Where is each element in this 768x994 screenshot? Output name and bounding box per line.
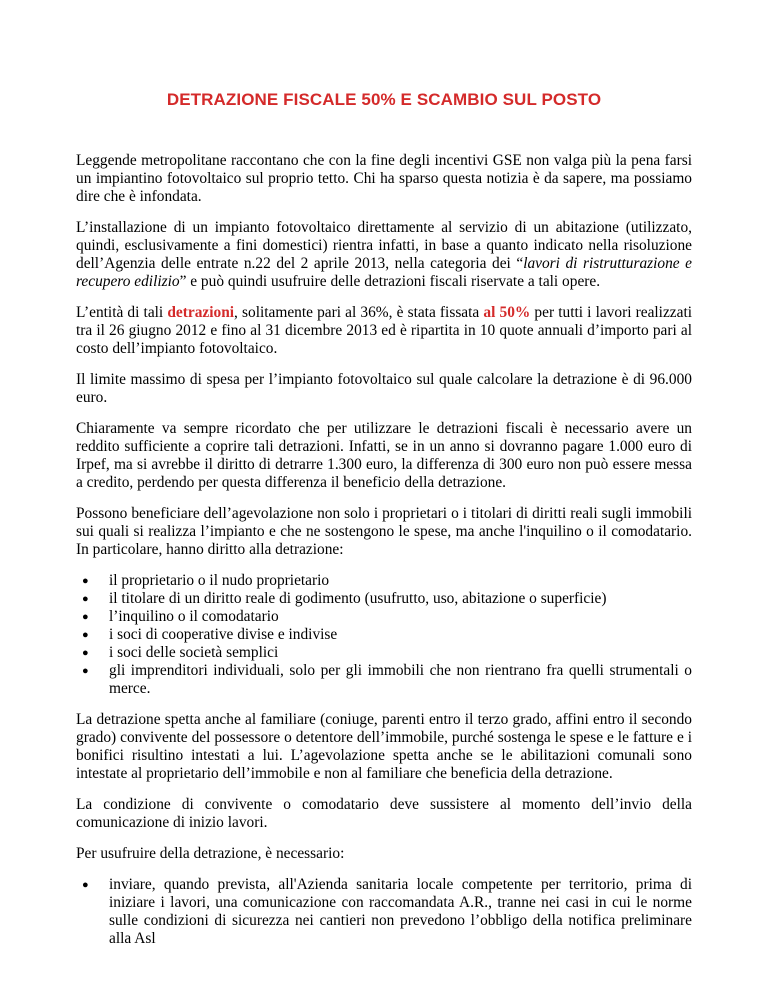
bullet-icon: ● — [82, 575, 89, 587]
bullet-icon: ● — [82, 611, 89, 623]
requirements-list — [76, 876, 692, 948]
list-item: ● i soci di cooperative divise e indivise — [82, 626, 338, 643]
paragraph-installation: L’installazione di un impianto fotovoltaico direttamente al servizio di un abitazione (utilizzato, quindi, esclusivamente a fini domestici) rientra infatti, in base a quanto indicato nella risoluzione dell’Agenzia delle entrate n.22 del 2 aprile 2013, nella categoria dei “lavori di ristrutturazione e recupero edilizio” e può quindi usufruire delle detrazioni fiscali riservate a tali opere. — [76, 219, 692, 290]
paragraph-entity: L’entità di tali detrazioni, solitamente pari al 36%, è stata fissata al 50% per tutti i lavori realizzati tra il 26 giugno 2012 e fino al 31 dicembre 2013 ed è ripartita in 10 quote annuali d’importo pari al costo dell’impianto fotovoltaico. — [76, 304, 692, 357]
paragraph-beneficiaries-intro: Possono beneficiare dell’agevolazione non solo i proprietari o i titolari di diritti reali sugli immobili sui quali si realizza l’impianto e che ne sostengono le spese, ma anche l'inquilino o il comodatario. In particolare, hanno diritto alla detrazione: — [76, 505, 692, 558]
document-title: DETRAZIONE FISCALE 50% E SCAMBIO SUL POSTO — [166, 90, 602, 109]
paragraph-requirements-intro: Per usufruire della detrazione, è necessario: — [76, 845, 345, 862]
highlight-50-percent: al 50% — [483, 304, 531, 321]
highlight-detrazioni: detrazioni — [167, 304, 235, 321]
list-item: ● il titolare di un diritto reale di godimento (usufrutto, uso, abitazione o superficie) — [82, 590, 607, 607]
bullet-icon: ● — [82, 593, 89, 605]
list-item: ● il proprietario o il nudo proprietario — [82, 572, 330, 589]
paragraph-condition: La condizione di convivente o comodatario deve sussistere al momento dell’invio della comunicazione di inizio lavori. — [76, 796, 692, 831]
paragraph-intro: Leggende metropolitane raccontano che con la fine degli incentivi GSE non valga più la pena farsi un impiantino fotovoltaico sul proprio tetto. Chi ha sparso questa notizia è da sapere, ma possiamo dire che è infondata. — [76, 152, 692, 205]
list-item: ● l’inquilino o il comodatario — [82, 608, 279, 625]
paragraph-income: Chiaramente va sempre ricordato che per utilizzare le detrazioni fiscali è necessario avere un reddito sufficiente a coprire tali detrazioni. Infatti, se in un anno si dovranno pagare 1.000 euro di Irpef, ma si avrebbe il diritto di detrarre 1.300 euro, la differenza di 300 euro non può essere messa a credito, perdendo per questa differenza il beneficio della detrazione. — [76, 420, 692, 491]
list-item: ● gli imprenditori individuali, solo per gli immobili che non rientrano fra quelli strumentali o merce. — [82, 662, 692, 697]
beneficiaries-list — [76, 572, 692, 698]
paragraph-limit: Il limite massimo di spesa per l’impianto fotovoltaico sul quale calcolare la detrazione è di 96.000 euro. — [76, 371, 692, 406]
bullet-icon: ● — [82, 879, 89, 891]
document-body — [76, 152, 692, 961]
bullet-icon: ● — [82, 629, 89, 641]
bullet-icon: ● — [82, 665, 89, 677]
list-item: ● i soci delle società semplici — [82, 644, 279, 661]
paragraph-family: La detrazione spetta anche al familiare (coniuge, parenti entro il terzo grado, affini entro il secondo grado) convivente del possessore o detentore dell’immobile, purché sostenga le spese e le fatture e i bonifici risultino intestati a lui. L’agevolazione spetta anche se le abilitazioni comunali sono intestate al proprietario dell’immobile e non al familiare che beneficia della detrazione. — [76, 711, 692, 782]
emphasis-lavori: lavori di ristrutturazione e recupero edilizio — [76, 255, 692, 290]
bullet-icon: ● — [82, 647, 89, 659]
list-item: ● inviare, quando prevista, all'Azienda sanitaria locale competente per territorio, prima di iniziare i lavori, una comunicazione con raccomandata A.R., tranne nei casi in cui le norme sulle condizioni di sicurezza nei cantieri non prevedono l’obbligo della notifica preliminare alla Asl — [82, 876, 692, 947]
